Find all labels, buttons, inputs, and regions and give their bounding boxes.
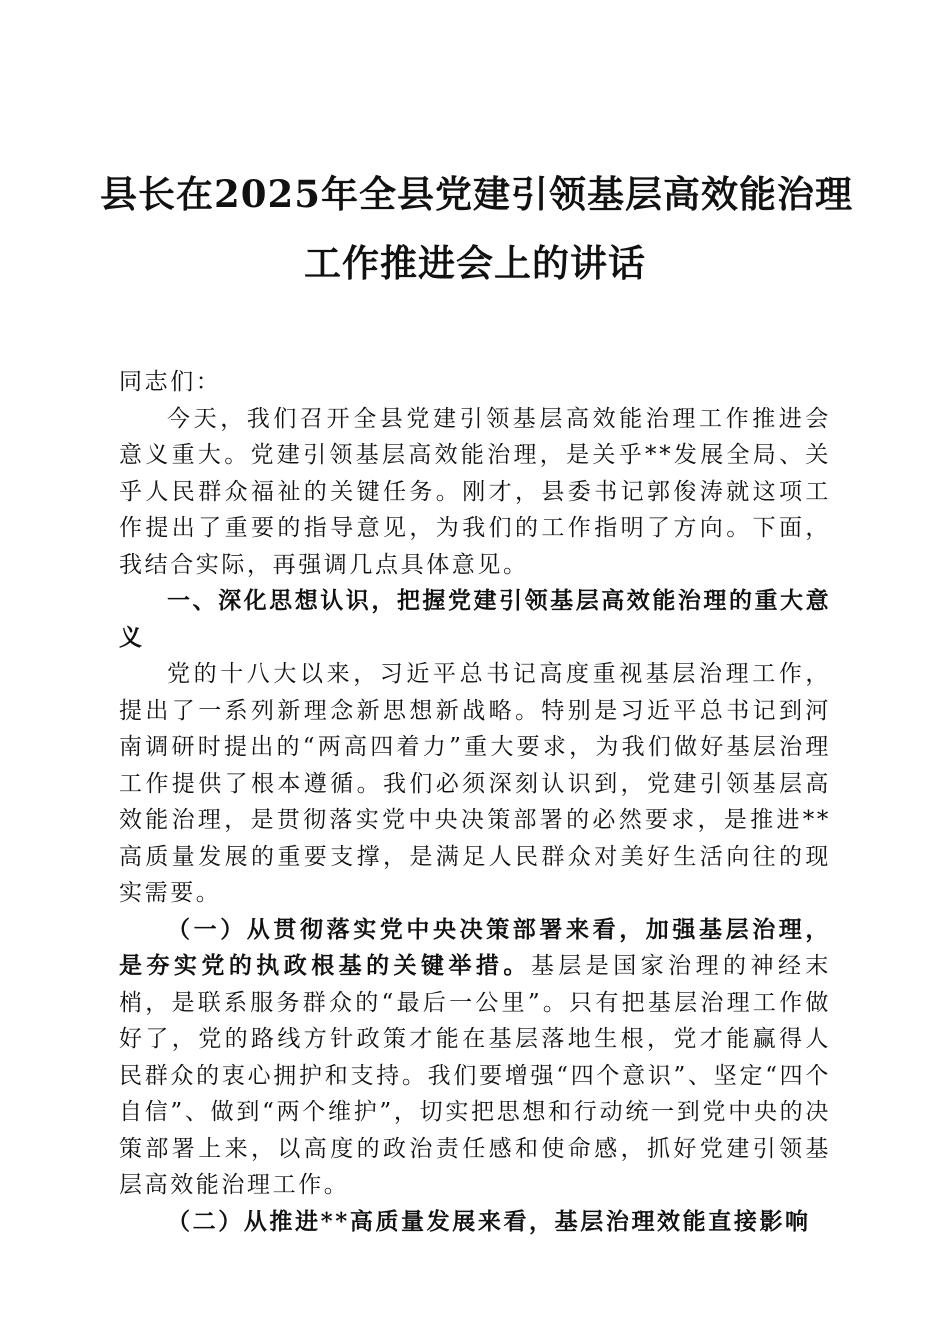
- section-1-paragraph: 党的十八大以来，习近平总书记高度重视基层治理工作，提出了一系列新理念新思想新战略。特别是习近平总书记到河南调研时提出的“两高四着力”重大要求，为我们做好基层治理工作提供了根本遵循。我们必须深刻认识到，党建引领基层高效能治理，是贯彻落实党中央决策部署的必然要求，是推进**高质量发展的重要支撑，是满足人民群众对美好生活向往的现实需要。: [119, 661, 831, 906]
- document-title-line-1: 县长在2025年全县党建引领基层高效能治理: [100, 172, 853, 216]
- document-title-line-2: 工作推进会上的讲话: [304, 241, 646, 285]
- subsection-1-body: 基层是国家治理的神经末梢，是联系服务群众的“最后一公里”。只有把基层治理工作做好了，党的路线方针政策才能在基层落地生根，党才能赢得人民群众的衷心拥护和支持。我们要增强“四个意识”、坚定“四个自信”、做到“两个维护”，切实把思想和行动统一到党中央的决策部署上来，以高度的政治责任感和使命感，抓好党建引领基层高效能治理工作。: [119, 953, 831, 1198]
- intro-paragraph: 今天，我们召开全县党建引领基层高效能治理工作推进会意义重大。党建引领基层高效能治理，是关乎**发展全局、关乎人民群众福祉的关键任务。刚才，县委书记郭俊涛就这项工作提出了重要的指导意见，为我们的工作指明了方向。下面，我结合实际，再强调几点具体意见。: [119, 405, 831, 578]
- subsection-2-paragraph: [119, 1204, 831, 1241]
- salutation: 同志们：: [119, 369, 222, 395]
- document-body: [119, 364, 831, 1240]
- subsection-2-lead: （二）从推进**高质量发展来看，基层治理效能直接影响: [167, 1207, 811, 1235]
- subsection-1-paragraph: [119, 912, 831, 1204]
- subsection-1-lead: （一）从贯彻落实党中央决策部署来看，加强基层治理，是夯实党的执政根基的关键举措。: [119, 915, 831, 979]
- section-1-heading: 一、深化思想认识，把握党建引领基层高效能治理的重大意义: [119, 588, 831, 651]
